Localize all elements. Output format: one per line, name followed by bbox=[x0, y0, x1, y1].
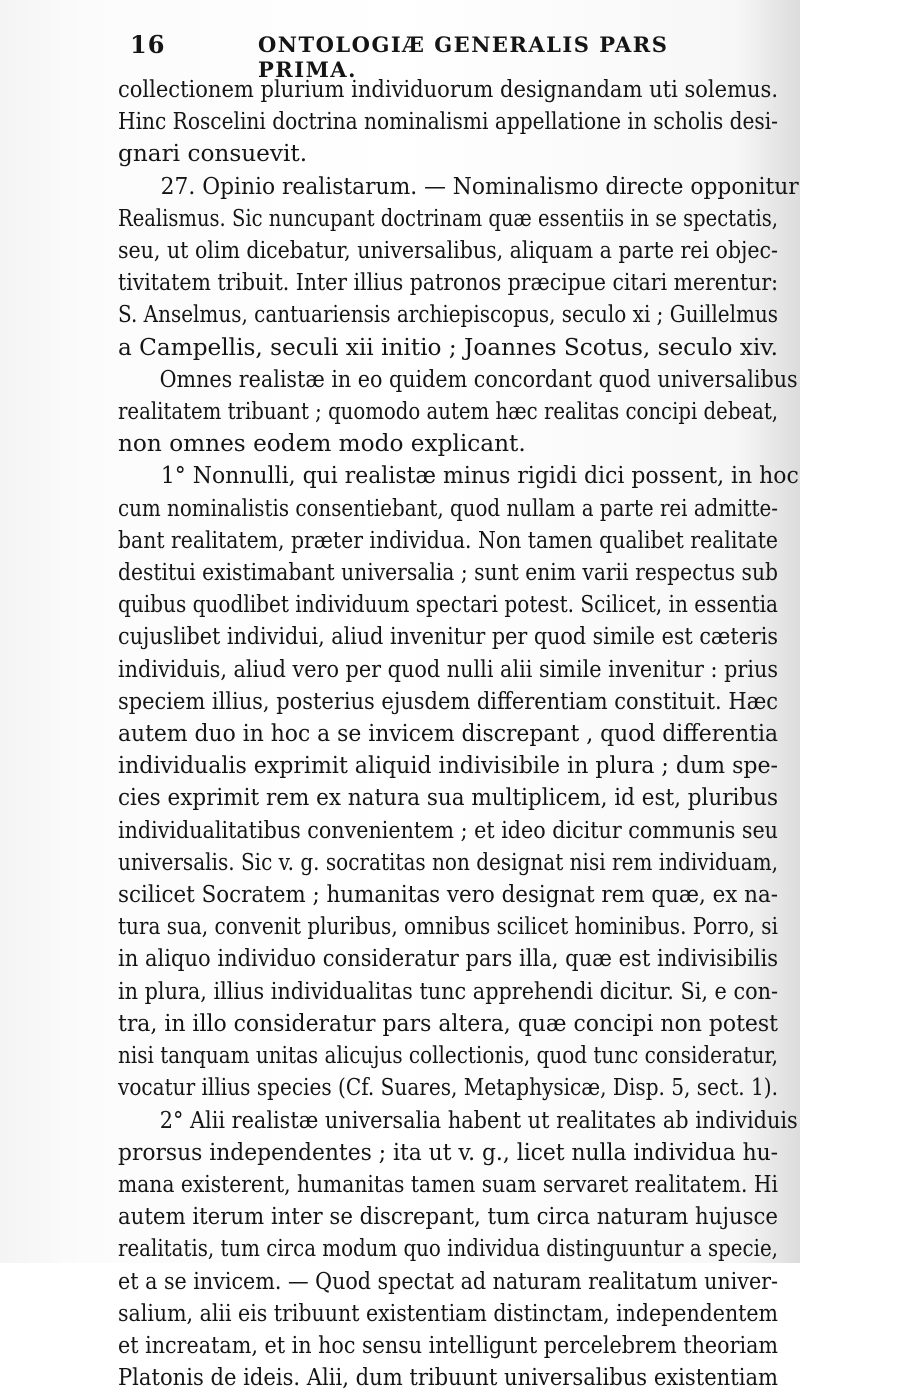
text-line: mana existerent, humanitas tamen suam servaret realitatem. Hi bbox=[118, 1170, 778, 1198]
text-line: autem duo in hoc a se invicem discrepant , quod differentia bbox=[118, 720, 779, 748]
text-line: Omnes realistæ in eo quidem concordant quod universalibus bbox=[159, 365, 798, 393]
text-line: prorsus independentes ; ita ut v. g., licet nulla individua hu- bbox=[118, 1138, 779, 1166]
running-head bbox=[130, 30, 770, 82]
text-line: bant realitatem, præter individua. Non tamen qualibet realitate bbox=[118, 526, 778, 554]
text-line: collectionem plurium individuorum designandam uti solemus. bbox=[118, 76, 779, 103]
text-line: quibus quodlibet individuum spectari potest. Scilicet, in essentia bbox=[118, 591, 778, 619]
text-line: nisi tanquam unitas alicujus collectionis, quod tunc consideratur, bbox=[118, 1042, 779, 1070]
running-title: ONTOLOGIÆ GENERALIS PARS PRIMA. bbox=[258, 32, 669, 82]
text-line: 2° Alii realistæ universalia habent ut realitates ab individuis bbox=[159, 1106, 798, 1134]
text-line: vocatur illius species (Cf. Suares, Metaphysicæ, Disp. 5, sect. 1). bbox=[118, 1074, 778, 1102]
text-line: 1° Nonnulli, qui realistæ minus rigidi dici possent, in hoc bbox=[160, 462, 799, 490]
text-line: autem iterum inter se discrepant, tum circa naturam hujusce bbox=[118, 1203, 778, 1231]
text-line: cujuslibet individui, aliud invenitur per quod simile est cæteris bbox=[118, 623, 779, 651]
text-line: salium, alii eis tribuunt existentiam distinctam, independentem bbox=[118, 1299, 779, 1327]
text-line: individualitatibus convenientem ; et ideo dicitur communis seu bbox=[118, 816, 778, 844]
text-line: cies exprimit rem ex natura sua multiplicem, id est, pluribus bbox=[118, 784, 779, 812]
body-text bbox=[118, 74, 799, 1394]
text-line: a Campellis, seculi xii initio ; Joannes Scotus, seculo xiv. bbox=[118, 333, 779, 361]
text-line: individuis, aliud vero per quod nulli alii simile invenitur : prius bbox=[118, 655, 779, 683]
text-line: Realismus. Sic nuncupant doctrinam quæ essentiis in se spectatis, bbox=[118, 204, 778, 232]
text-line: destitui existimabant universalia ; sunt enim varii respectus sub bbox=[118, 559, 778, 587]
text-line: et increatam, et in hoc sensu intelligunt percelebrem theoriam bbox=[118, 1331, 779, 1359]
text-line: realitatis, tum circa modum quo individua distinguuntur a specie, bbox=[118, 1235, 778, 1263]
text-line: universalis. Sic v. g. socratitas non designat nisi rem individuam, bbox=[118, 848, 779, 876]
text-line: individualis exprimit aliquid indivisibile in plura ; dum spe- bbox=[118, 752, 779, 780]
page-number: 16 bbox=[130, 30, 166, 59]
text-line: tura sua, convenit pluribus, omnibus scilicet hominibus. Porro, si bbox=[118, 913, 778, 941]
text-line: non omnes eodem modo explicant. bbox=[118, 430, 526, 458]
text-line: speciem illius, posterius ejusdem differentiam constituit. Hæc bbox=[118, 687, 779, 715]
text-line: gnari consuevit. bbox=[118, 140, 308, 168]
text-line: cum nominalistis consentiebant, quod nullam a parte rei admitte- bbox=[118, 494, 779, 522]
text-line: in aliquo individuo consideratur pars illa, quæ est indivisibilis bbox=[118, 945, 779, 973]
section-heading-line: 27. Opinio realistarum. — Nominalismo directe opponitur bbox=[160, 172, 799, 200]
text-line: Platonis de ideis. Alii, dum tribuunt universalibus existentiam bbox=[118, 1364, 779, 1392]
text-line: tra, in illo consideratur pars altera, quæ concipi non potest bbox=[118, 1009, 778, 1037]
text-line: realitatem tribuant ; quomodo autem hæc realitas concipi debeat, bbox=[118, 398, 779, 426]
text-line: Hinc Roscelini doctrina nominalismi appellatione in scholis desi- bbox=[118, 108, 778, 136]
text-line: tivitatem tribuit. Inter illius patronos præcipue citari merentur: bbox=[118, 269, 779, 297]
text-line: et a se invicem. — Quod spectat ad naturam realitatum univer- bbox=[118, 1267, 779, 1295]
text-line: S. Anselmus, cantuariensis archiepiscopus, seculo xi ; Guillelmus bbox=[118, 301, 779, 329]
text-line: seu, ut olim dicebatur, universalibus, aliquam a parte rei objec- bbox=[118, 237, 778, 265]
text-line: in plura, illius individualitas tunc apprehendi dicitur. Si, e con- bbox=[118, 977, 779, 1005]
text-line: scilicet Socratem ; humanitas vero designat rem quæ, ex na- bbox=[118, 881, 778, 909]
